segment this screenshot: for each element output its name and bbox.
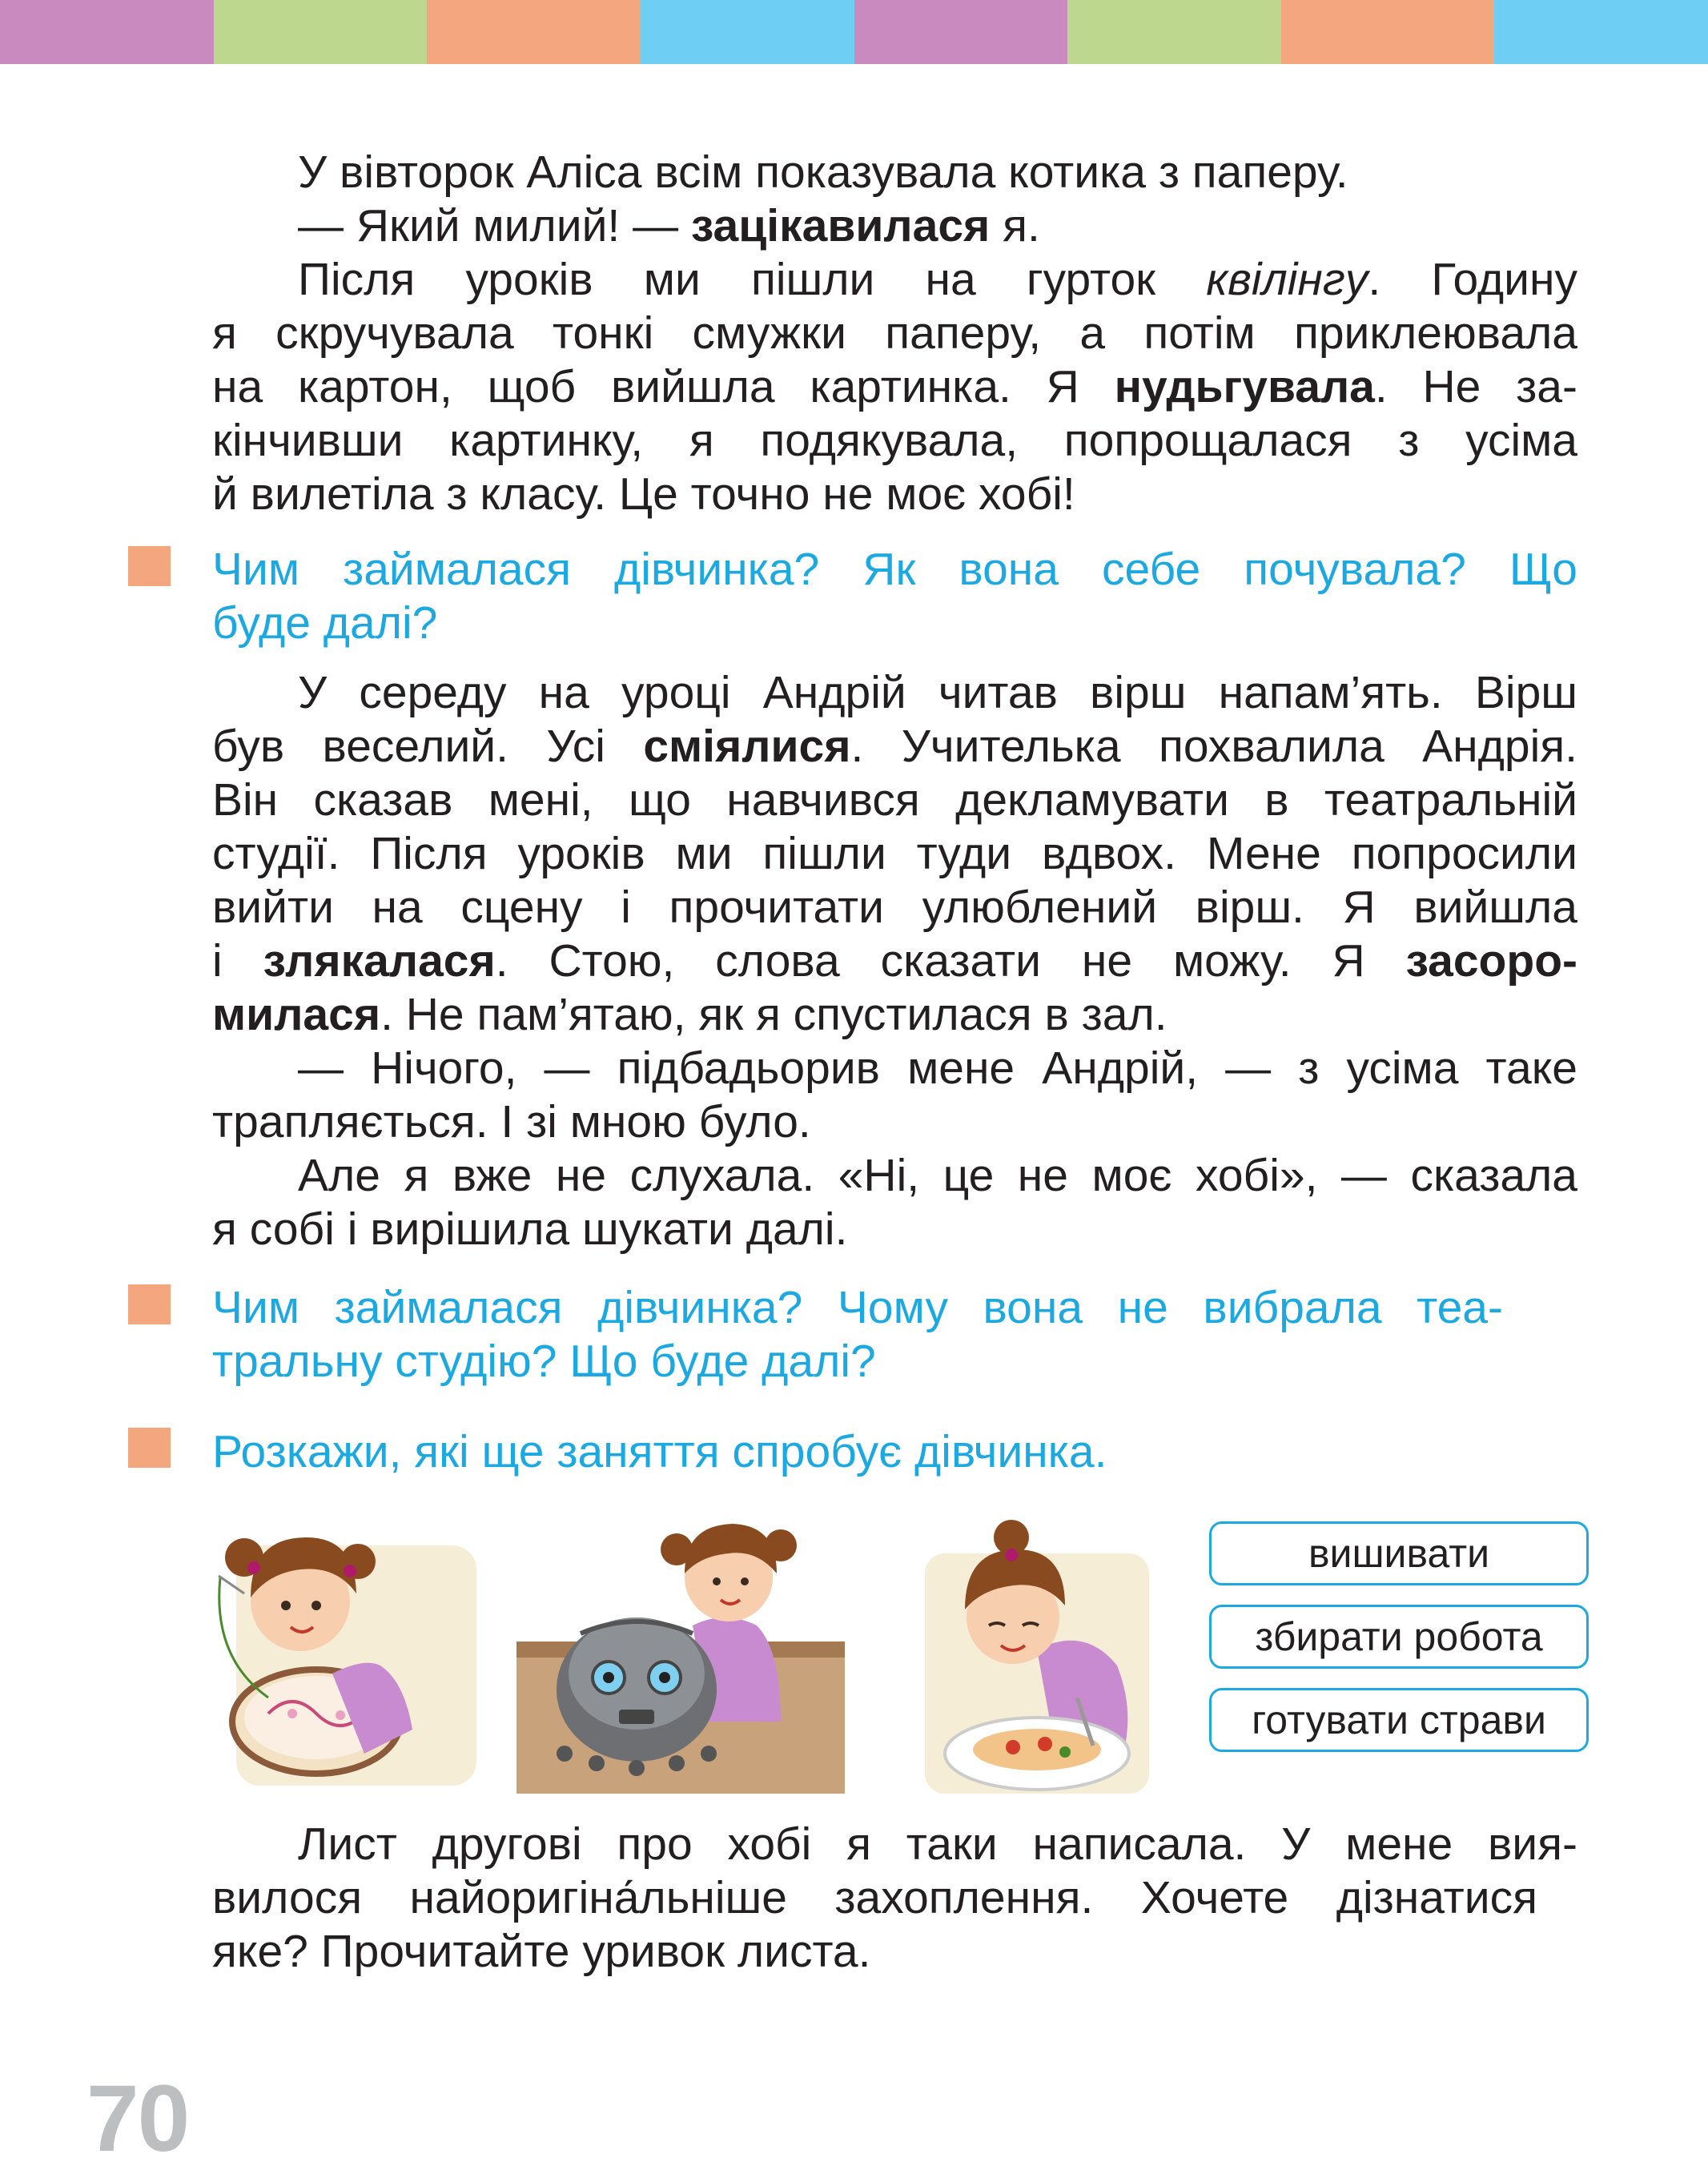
stripe-segment: [1281, 0, 1495, 64]
stripe-segment: [427, 0, 641, 64]
question-1: [212, 543, 1577, 650]
question-line: тральну студію? Що буде далі?: [212, 1336, 876, 1387]
question-2: [212, 1281, 1577, 1388]
word-option-embroider[interactable]: вишивати: [1209, 1521, 1589, 1585]
word-option-cook[interactable]: готувати страви: [1209, 1688, 1589, 1752]
text-line: Але я вже не слухала. «Ні, це не моє хобі», — сказала: [298, 1150, 1577, 1201]
text-line: У вівторок Аліса всім показувала котика з паперу.: [298, 147, 1348, 198]
text-line: — Який милий! — зацікавилася я.: [298, 200, 1040, 251]
text-line: вийти на сцену і прочитати улюблений вірш. Я вийшла: [212, 882, 1577, 933]
stripe-segment: [214, 0, 428, 64]
page-number: 70: [86, 2066, 189, 2172]
girl-cooking-illustration: [917, 1513, 1157, 1802]
text-line: я скручувала тонкі смужки паперу, а потім приклеювала: [212, 307, 1577, 359]
story-paragraph-wednesday: [212, 666, 1577, 1256]
text-line: і злякалася. Стою, слова сказати не можу. Я засоро-: [212, 935, 1577, 987]
text-line: Після уроків ми пішли на гурток квілінгу. Годину: [298, 254, 1577, 305]
text-line: Він сказав мені, що навчився декламувати в театральній: [212, 774, 1577, 826]
text-line: був веселий. Усі сміялися. Учителька похвалила Андрія.: [212, 721, 1577, 772]
girl-embroidering-illustration: [212, 1513, 488, 1802]
text-line: милася. Не пам’ятаю, як я спустилася в зал.: [212, 989, 1167, 1040]
text-line: Лист другові про хобі я таки написала. У мене вия-: [298, 1818, 1577, 1870]
question-line: Чим займалася дівчинка? Як вона себе почувала? Що: [212, 544, 1577, 595]
text-line: студії. Після уроків ми пішли туди вдвох. Мене попросили: [212, 828, 1577, 879]
text-line: кінчивши картинку, я подякувала, попрощалася з усіма: [212, 415, 1577, 466]
word-option-build-robot[interactable]: збирати робота: [1209, 1605, 1589, 1669]
question-line: Чим займалася дівчинка? Чому вона не вибрала теа-: [212, 1282, 1503, 1333]
text-line: — Нічого, — підбадьорив мене Андрій, — з усіма таке: [298, 1043, 1577, 1094]
stripe-segment: [1067, 0, 1281, 64]
question-marker: [128, 546, 171, 586]
text-line: яке? Прочитайте уривок листа.: [212, 1926, 871, 1977]
question-line: буде далі?: [212, 597, 438, 649]
text-line: я собі і вирішила шукати далі.: [212, 1204, 848, 1255]
question-marker: [128, 1428, 171, 1468]
text-line: на картон, щоб вийшла картинка. Я нудьгувала. Не за-: [212, 361, 1577, 412]
stripe-segment: [854, 0, 1068, 64]
question-line: Розкажи, які ще заняття спробує дівчинка.: [212, 1426, 1107, 1477]
text-line: й вилетіла з класу. Це точно не моє хобі!: [212, 468, 1075, 520]
text-line: У середу на уроці Андрій читав вірш напам’ять. Вірш: [298, 667, 1577, 718]
top-color-stripe: [0, 0, 1708, 64]
story-paragraph-tuesday: [212, 146, 1577, 521]
stripe-segment: [0, 0, 214, 64]
stripe-segment: [1494, 0, 1708, 64]
stripe-segment: [641, 0, 854, 64]
question-3: [212, 1425, 1577, 1479]
text-line: вилося найоригіна́льніше захоплення. Хочете дізнатися: [212, 1872, 1537, 1923]
question-marker: [128, 1284, 171, 1324]
text-line: трапляється. І зі мною було.: [212, 1096, 811, 1147]
girl-building-robot-illustration: [516, 1513, 845, 1802]
story-paragraph-letter: [212, 1818, 1577, 1979]
